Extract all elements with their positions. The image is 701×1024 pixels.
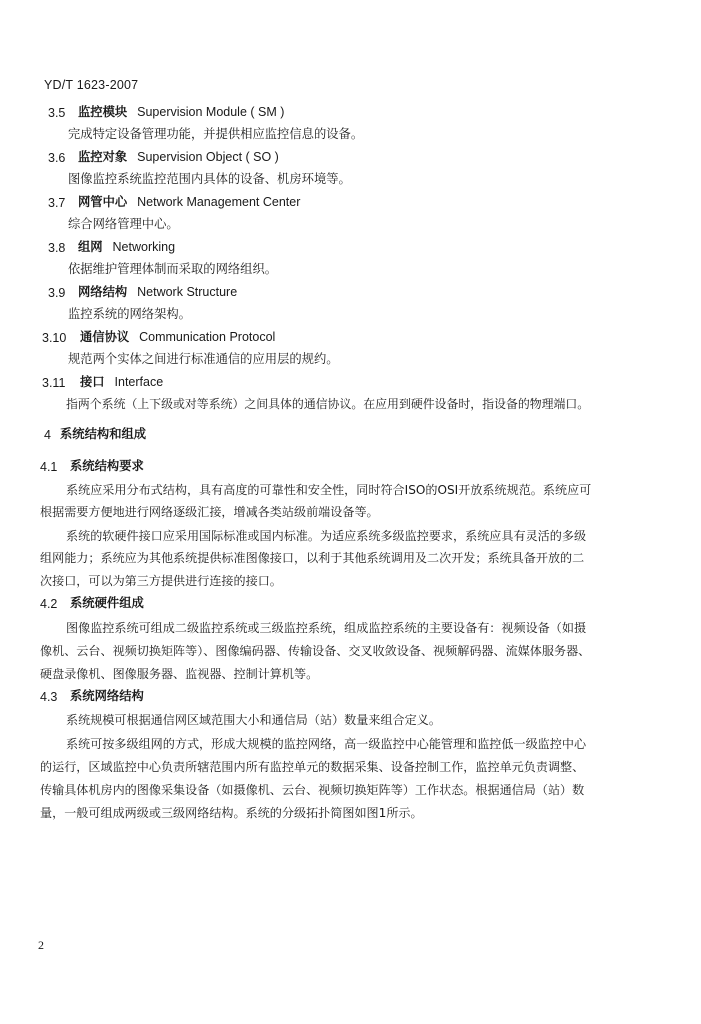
term-definition: 综合网络管理中心。 bbox=[68, 217, 179, 231]
term-en: Supervision Module ( SM ) bbox=[137, 105, 285, 119]
paragraph-line: 像机、云台、视频切换矩阵等）、图像编码器、传输设备、交叉收敛设备、视频解码器、流媒体服务器、 bbox=[40, 644, 591, 658]
term-en: Networking bbox=[112, 240, 176, 254]
subsection-number: 4.2 bbox=[40, 597, 58, 611]
term-en: Supervision Object ( SO ) bbox=[137, 150, 279, 164]
term-cn: 接口 bbox=[80, 375, 105, 389]
term-number: 3.6 bbox=[48, 151, 66, 165]
term-number: 3.7 bbox=[48, 196, 66, 210]
term-en: Communication Protocol bbox=[139, 330, 276, 344]
term-heading bbox=[78, 104, 284, 120]
term-cn: 组网 bbox=[78, 240, 103, 254]
term-cn: 网络结构 bbox=[78, 285, 128, 299]
paragraph-line: 的运行，区域监控中心负责所辖范围内所有监控单元的数据采集、设备控制工作，监控单元负责调整、 bbox=[40, 760, 585, 774]
term-heading bbox=[78, 284, 237, 300]
paragraph-line: 量，一般可组成两级或三级网络结构。系统的分级拓扑简图如图1所示。 bbox=[40, 806, 423, 820]
page-number: 2 bbox=[38, 938, 44, 952]
term-number: 3.9 bbox=[48, 286, 66, 300]
paragraph-line: 根据需要方便地进行网络逐级汇接，增减各类站级前端设备等。 bbox=[40, 505, 379, 519]
term-cn: 监控对象 bbox=[78, 150, 128, 164]
term-heading bbox=[78, 239, 175, 255]
term-en: Interface bbox=[114, 375, 164, 389]
subsection-title: 系统硬件组成 bbox=[70, 596, 144, 610]
term-definition: 监控系统的网络架构。 bbox=[68, 307, 191, 321]
term-heading bbox=[80, 329, 275, 345]
term-en: Network Structure bbox=[137, 285, 238, 299]
term-definition: 规范两个实体之间进行标准通信的应用层的规约。 bbox=[68, 352, 339, 366]
section-number: 4 bbox=[44, 428, 51, 442]
paragraph-line: 传输具体机房内的图像采集设备（如摄像机、云台、视频切换矩阵等）工作状态。根据通信局（站）数 bbox=[40, 783, 585, 797]
subsection-number: 4.3 bbox=[40, 690, 58, 704]
term-number: 3.10 bbox=[42, 331, 67, 345]
term-number: 3.5 bbox=[48, 106, 66, 120]
term-heading bbox=[80, 374, 163, 390]
term-heading bbox=[78, 194, 300, 210]
paragraph-line: 硬盘录像机、图像服务器、监视器、控制计算机等。 bbox=[40, 667, 319, 681]
section-title: 系统结构和组成 bbox=[60, 427, 147, 441]
document-id: YD/T 1623-2007 bbox=[44, 78, 139, 92]
term-heading bbox=[78, 149, 279, 165]
term-number: 3.11 bbox=[42, 376, 66, 390]
paragraph-line: 图像监控系统可组成二级监控系统或三级监控系统，组成监控系统的主要设备有：视频设备（如摄 bbox=[66, 621, 587, 635]
paragraph-line: 系统应采用分布式结构，具有高度的可靠性和安全性，同时符合ISO的OSI开放系统规范。系统应可 bbox=[66, 483, 592, 497]
subsection-number: 4.1 bbox=[40, 460, 58, 474]
term-definition: 图像监控系统监控范围内具体的设备、机房环境等。 bbox=[68, 172, 351, 186]
paragraph-line: 系统的软硬件接口应采用国际标准或国内标准。为适应系统多级监控要求，系统应具有灵活的多级 bbox=[66, 529, 587, 543]
paragraph-line: 系统可按多级组网的方式，形成大规模的监控网络，高一级监控中心能管理和监控低一级监控中心 bbox=[66, 737, 587, 751]
paragraph-line: 系统规模可根据通信网区域范围大小和通信局（站）数量来组合定义。 bbox=[66, 713, 441, 727]
term-cn: 通信协议 bbox=[80, 330, 130, 344]
term-definition: 完成特定设备管理功能，并提供相应监控信息的设备。 bbox=[68, 127, 364, 141]
term-definition: 指两个系统（上下级或对等系统）之间具体的通信协议。在应用到硬件设备时，指设备的物理端口。 bbox=[66, 397, 590, 411]
term-cn: 网管中心 bbox=[78, 195, 128, 209]
paragraph-line: 组网能力；系统应为其他系统提供标准图像接口，以利于其他系统调用及二次开发；系统具备开放的二 bbox=[40, 551, 585, 565]
subsection-title: 系统结构要求 bbox=[70, 459, 144, 473]
term-definition: 依据维护管理体制而采取的网络组织。 bbox=[68, 262, 278, 276]
subsection-title: 系统网络结构 bbox=[70, 689, 144, 703]
term-cn: 监控模块 bbox=[78, 105, 128, 119]
paragraph-line: 次接口，可以为第三方提供进行连接的接口。 bbox=[40, 574, 282, 588]
term-en: Network Management Center bbox=[137, 195, 301, 209]
term-number: 3.8 bbox=[48, 241, 66, 255]
